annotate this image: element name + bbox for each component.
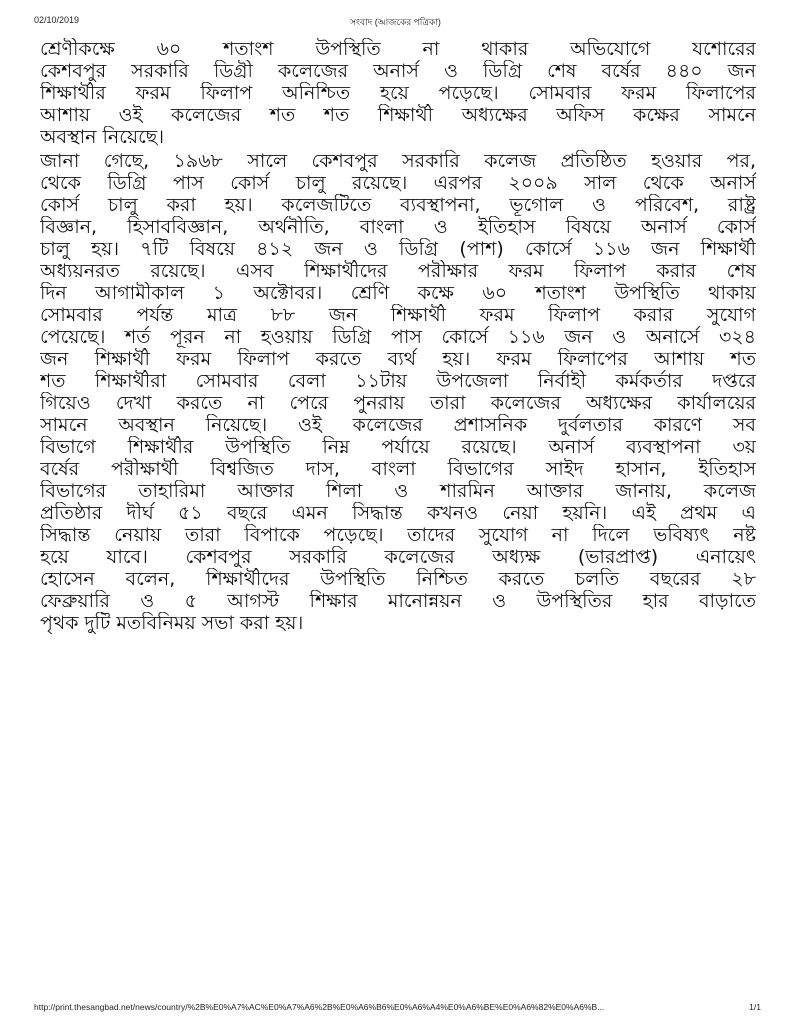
text-line: থেকে ডিগ্রি পাস কোর্স চালু রয়েছে। এরপর ২০০৯ সাল থেকে অনার্স	[40, 172, 756, 194]
text-line: অবস্থান নিয়েছে।	[40, 126, 165, 148]
text-line: গিয়েও দেখা করতে না পেরে পুনরায় তারা কলেজের অধ্যক্ষের কার্যালয়ের	[40, 392, 756, 414]
text-line: বিভাগে শিক্ষার্থীর উপস্থিতি নিম্ন পর্যায়ে রয়েছে। অনার্স ব্যবস্থাপনা ৩য়	[40, 436, 756, 458]
article-body	[40, 38, 756, 634]
text-line: হোসেন বলেন, শিক্ষার্থীদের উপস্থিতি নিশ্চিত করতে চলতি বছরের ২৮	[40, 568, 756, 590]
text-line: কেশবপুর সরকারি ডিগ্রী কলেজের অনার্স ও ডিগ্রি শেষ বর্ষের ৪৪০ জন	[40, 60, 756, 82]
text-line: জন শিক্ষার্থী ফরম ফিলাপ করতে ব্যর্থ হয়। ফরম ফিলাপের আশায় শত	[40, 348, 756, 370]
text-line: প্রতিষ্ঠার দীর্ঘ ৫১ বছরে এমন সিদ্ধান্ত কখনও নেয়া হয়নি। এই প্রথম এ	[40, 502, 756, 524]
text-line: বর্ষের পরীক্ষার্থী বিশ্বজিত দাস, বাংলা বিভাগের সাইদ হাসান, ইতিহাস	[40, 458, 756, 480]
text-line: বিভাগের তাহারিমা আক্তার শিলা ও শারমিন আক্তার জানায়, কলেজ	[40, 480, 756, 502]
text-line: সামনে অবস্থান নিয়েছে। ওই কলেজের প্রশাসনিক দুর্বলতার কারণে সব	[40, 414, 756, 436]
article-paragraph	[40, 38, 756, 148]
text-line: আশায় ওই কলেজের শত শত শিক্ষার্থী অধ্যক্ষের অফিস কক্ষের সামনে	[40, 104, 756, 126]
text-line: চালু হয়। ৭টি বিষয়ে ৪১২ জন ও ডিগ্রি (পাশ) কোর্সে ১১৬ জন শিক্ষার্থী	[40, 238, 756, 260]
text-line: শিক্ষার্থীর ফরম ফিলাপ অনিশ্চিত হয়ে পড়েছে। সোমবার ফরম ফিলাপের	[40, 82, 756, 104]
text-line: ফেব্রুয়ারি ও ৫ আগস্ট শিক্ষার মানোন্নয়ন ও উপস্থিতির হার বাড়াতে	[40, 590, 756, 612]
print-date: 02/10/2019	[34, 15, 80, 25]
text-line: সিদ্ধান্ত নেয়ায় তারা বিপাকে পড়েছে। তাদের সুযোগ না দিলে ভবিষ্যৎ নষ্ট	[40, 524, 756, 546]
text-line: শ্রেণীকক্ষে ৬০ শতাংশ উপস্থিতি না থাকার অভিযোগে যশোরের	[40, 38, 756, 60]
text-line: পৃথক দুটি মতবিনিময় সভা করা হয়।	[40, 612, 304, 634]
page-number: 1/1	[749, 1002, 761, 1012]
text-line: দিন আগামীকাল ১ অক্টোবর। শ্রেণি কক্ষে ৬০ শতাংশ উপস্থিতি থাকায়	[40, 282, 756, 304]
text-line: শত শিক্ষার্থীরা সোমবার বেলা ১১টায় উপজেলা নির্বাহী কর্মকর্তার দপ্তরে	[40, 370, 756, 392]
text-line: সোমবার পর্যন্ত মাত্র ৮৮ জন শিক্ষার্থী ফরম ফিলাপ করার সুযোগ	[40, 304, 756, 326]
text-line: অধ্যয়নরত রয়েছে। এসব শিক্ষার্থীদের পরীক্ষার ফরম ফিলাপ করার শেষ	[40, 260, 756, 282]
text-line: জানা গেছে, ১৯৬৮ সালে কেশবপুর সরকারি কলেজ প্রতিষ্ঠিত হওয়ার পর,	[40, 150, 756, 172]
page-title: সংবাদ (আজকের পত্রিকা)	[350, 17, 441, 27]
page-url: http://print.thesangbad.net/news/country/%2B%E0%A7%AC%E0%A7%A6%2B%E0%A6%B6%E0%A6%A4%E0%A6%BE%E0%A6%82%E0%A6%B...	[34, 1002, 605, 1012]
text-line: পেয়েছে। শর্ত পূরন না হওয়ায় ডিগ্রি পাস কোর্সে ১১৬ জন ও অনার্সে ৩২৪	[40, 326, 756, 348]
text-line: হয়ে যাবে। কেশবপুর সরকারি কলেজের অধ্যক্ষ (ভারপ্রাপ্ত) এনায়েৎ	[40, 546, 756, 568]
text-line: বিজ্ঞান, হিসাববিজ্ঞান, অর্থনীতি, বাংলা ও ইতিহাস বিষয়ে অনার্স কোর্স	[40, 216, 756, 238]
article-paragraph	[40, 150, 756, 634]
text-line: কোর্স চালু করা হয়। কলেজটিতে ব্যবস্থাপনা, ভূগোল ও পরিবেশ, রাষ্ট্র	[40, 194, 756, 216]
